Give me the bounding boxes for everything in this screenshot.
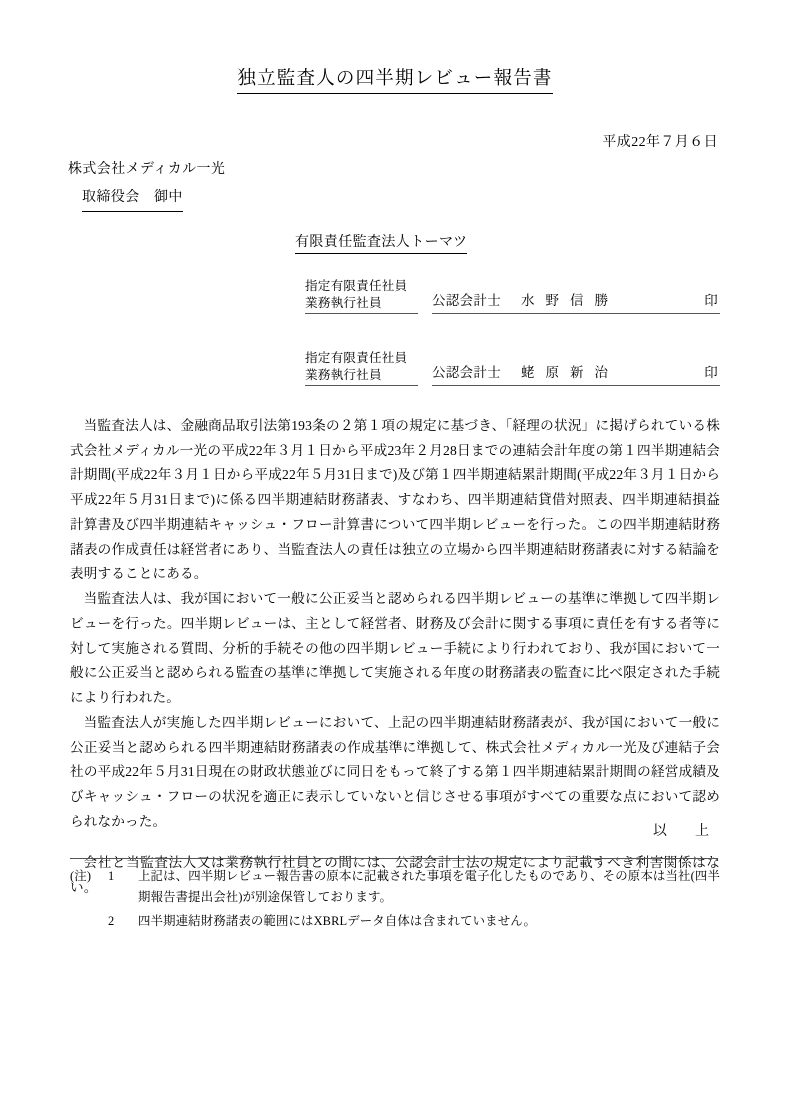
note-item	[70, 866, 720, 909]
addressee-company: 株式会社メディカル一光	[68, 162, 226, 177]
page-title-container	[0, 68, 790, 94]
note-number: 1	[108, 869, 115, 883]
note-text: 四半期連結財務諸表の範囲にはXBRLデータ自体は含まれていません。	[138, 913, 537, 928]
notes-section	[70, 866, 720, 932]
seal-mark-2: 印	[704, 365, 718, 381]
addressee-block	[68, 158, 225, 212]
body-paragraph-interest: 会社と当監査法人又は業務執行社員との間には、公認会計士法の規定により記載すべき利害関係はない。	[70, 855, 720, 896]
body-paragraph-scope: 当監査法人は、金融商品取引法第193条の２第１項の規定に基づき、「経理の状況」に掲げられている株式会社メディカル一光の平成22年３月１日から平成23年２月28日までの連結会計年度の第１四半期連結会計期間(平成22年３月１日から平成22年５月31日まで)及び第１四半期連結累計期間(平成22年３月１日から平成22年５月31日まで)に係る四半期連結財務諸表、すなわち、四半期連結貸借対照表、四半期連結損益計算書及び四半期連結キャッシュ・フロー計算書について四半期レビューを行った。この四半期連結財務諸表の作成責任は経営者にあり、当監査法人の責任は独立の立場から四半期連結財務諸表に対する結論を表明することにある。	[70, 418, 720, 582]
notes-label: (注)	[70, 869, 92, 883]
signatory-qualification-1: 公認会計士	[432, 293, 501, 309]
report-body	[70, 414, 720, 901]
seal-mark-1: 印	[704, 293, 718, 309]
signatory-block-1	[305, 278, 720, 314]
signatory-role-2	[305, 350, 418, 386]
body-paragraph-review-standard: 当監査法人は、我が国において一般に公正妥当と認められる四半期レビューの基準に準拠して四半期レビューを行った。四半期レビューは、主として経営者、財務及び会計に関する事項に責任を有する者等に対して実施される質問、分析的手続その他の四半期レビュー手続により行われており、我が国において一般に公正妥当と認められる監査の基準に準拠して実施される年度の財務諸表の監査に比べ限定された手続により行われた。	[70, 591, 720, 706]
signatory-name-row-1	[432, 289, 720, 314]
audit-firm-name: 有限責任監査法人トーマツ	[295, 231, 467, 254]
signatory-name-row-2	[432, 361, 720, 386]
note-text: 上記は、四半期レビュー報告書の原本に記載された事項を電子化したものであり、その原本は当社(四半期報告書提出会社)が別途保管しております。	[138, 869, 720, 905]
note-number: 2	[108, 913, 115, 928]
signatory-person-1: 水野信勝	[521, 293, 619, 309]
notes-divider	[70, 858, 718, 859]
addressee-board: 取締役会 御中	[82, 186, 183, 213]
report-date: 平成22年７月６日	[602, 135, 718, 150]
signatory-role-line1: 指定有限責任社員	[305, 351, 408, 365]
audit-firm-block	[295, 231, 467, 254]
signatory-qualification-2: 公認会計士	[432, 365, 501, 381]
signatory-block-2	[305, 350, 720, 386]
page-title: 独立監査人の四半期レビュー報告書	[237, 68, 552, 94]
signatory-person-2: 蛯原新治	[521, 365, 619, 381]
note-item	[70, 911, 720, 932]
signatory-role-1	[305, 278, 418, 314]
closing-mark: 以 上	[653, 824, 716, 839]
signatory-role-line1: 指定有限責任社員	[305, 279, 408, 293]
signatory-role-line2: 業務執行社員	[305, 295, 382, 310]
signatory-role-line2: 業務執行社員	[305, 367, 382, 382]
body-paragraph-conclusion: 当監査法人が実施した四半期レビューにおいて、上記の四半期連結財務諸表が、我が国において一般に公正妥当と認められる四半期連結財務諸表の作成基準に準拠して、株式会社メディカル一光及び連結子会社の平成22年５月31日現在の財政状態並びに同日をもって終了する第１四半期連結累計期間の経営成績及びキャッシュ・フローの状況を適正に表示していないと信じさせる事項がすべての重要な点において認められなかった。	[70, 714, 720, 829]
